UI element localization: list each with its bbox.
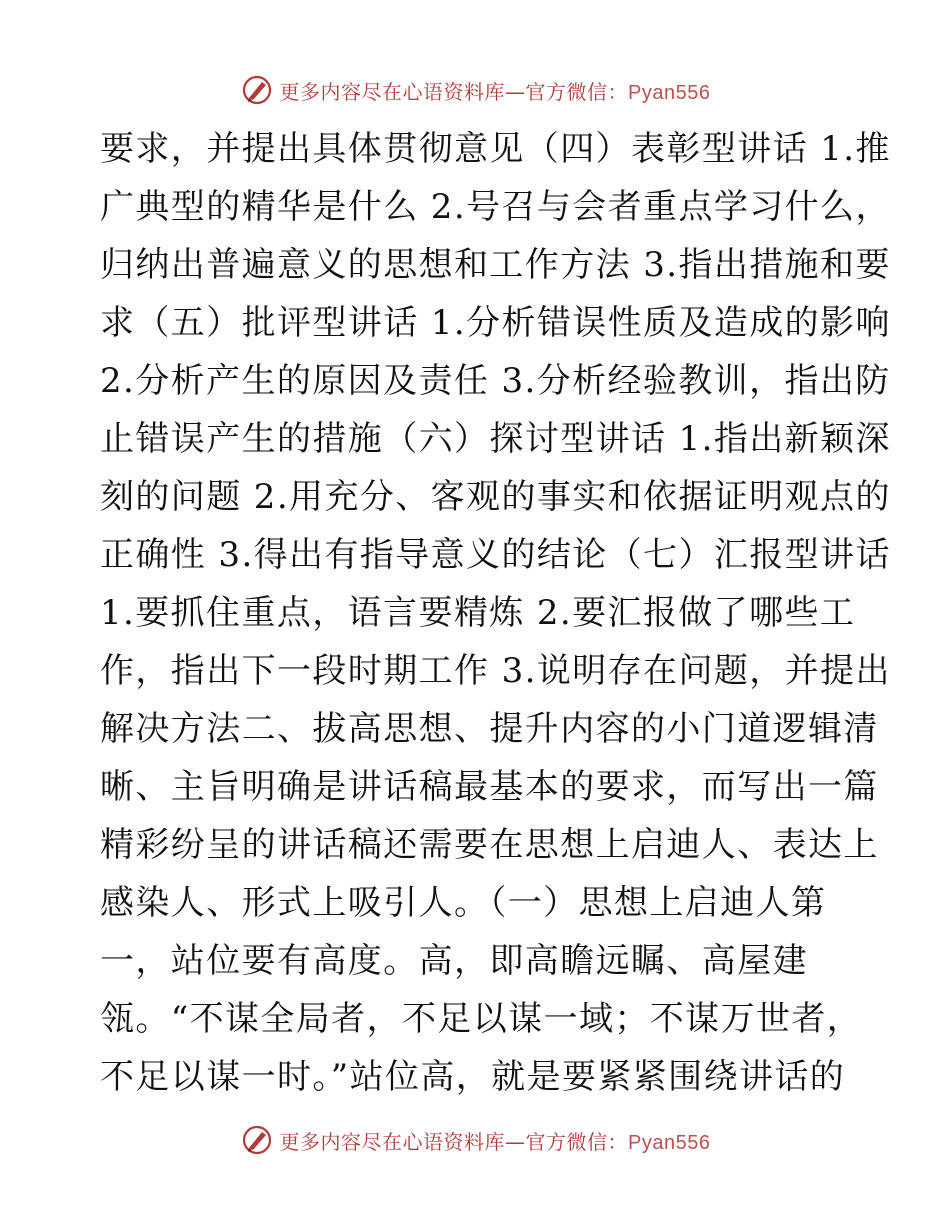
body-line-2: 广典型的精华是什么 2.号召与会者重点学习什么， [100, 187, 891, 227]
header-banner-wechat-id: Pyan556 [628, 81, 711, 104]
footer-banner-title: 更多内容尽在心语资料库 [279, 1129, 506, 1154]
header-banner-separator: — [505, 79, 526, 104]
body-line-12: 晰、主旨明确是讲话稿最基本的要求，而写出一篇 [100, 767, 879, 807]
body-line-5: 2.分析产生的原因及责任 3.分析经验教训，指出防 [100, 361, 891, 401]
body-line-3: 归纳出普遍意义的思想和工作方法 3.指出措施和要 [100, 245, 891, 285]
document-body [100, 120, 891, 1106]
header-banner-text [280, 76, 711, 105]
header-banner-wechat-label: 官方微信： [525, 79, 629, 104]
body-line-1: 要求，并提出具体贯彻意见（四）表彰型讲话 1.推 [100, 129, 891, 169]
body-line-15: 一，站位要有高度。高，即高瞻远瞩、高屋建 [100, 941, 808, 981]
footer-banner [0, 1120, 950, 1160]
body-line-8: 正确性 3.得出有指导意义的结论（七）汇报型讲话 [100, 535, 891, 575]
body-line-11: 解决方法二、拔高思想、提升内容的小门道逻辑清 [100, 709, 879, 749]
pen-logo-icon [240, 1123, 274, 1157]
header-banner [0, 70, 950, 110]
body-line-14: 感染人、形式上吸引人。（一）思想上启迪人第 [100, 883, 827, 923]
body-line-7: 刻的问题 2.用充分、客观的事实和依据证明观点的 [100, 477, 891, 517]
footer-banner-wechat-id: Pyan556 [628, 1131, 711, 1154]
body-line-17: 不足以谋一时。”站位高，就是要紧紧围绕讲话的 [100, 1057, 846, 1097]
body-line-6: 止错误产生的措施（六）探讨型讲话 1.指出新颖深 [100, 419, 891, 459]
header-banner-title: 更多内容尽在心语资料库 [279, 79, 506, 104]
body-line-10: 作，指出下一段时期工作 3.说明存在问题，并提出 [100, 651, 891, 691]
body-line-9: 1.要抓住重点，语言要精炼 2.要汇报做了哪些工 [100, 593, 856, 633]
pen-logo-icon [240, 73, 274, 107]
footer-banner-text [280, 1126, 711, 1155]
body-line-16: 瓴。“不谋全局者，不足以谋一域；不谋万世者， [100, 999, 863, 1039]
body-line-4: 求（五）批评型讲话 1.分析错误性质及造成的影响 [100, 303, 891, 343]
body-line-13: 精彩纷呈的讲话稿还需要在思想上启迪人、表达上 [100, 825, 879, 865]
footer-banner-wechat-label: 官方微信： [525, 1129, 629, 1154]
footer-banner-separator: — [505, 1129, 526, 1154]
